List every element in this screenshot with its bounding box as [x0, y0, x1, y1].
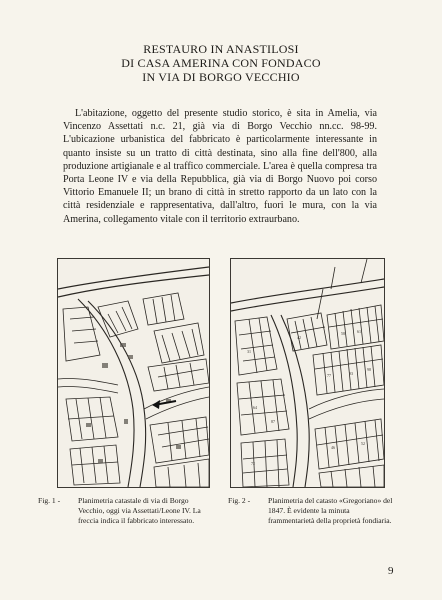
svg-text:52: 52 — [361, 441, 365, 446]
body-paragraph: L'abitazione, oggetto del presente studio storico, è sita in Amelia, via Vincenzo Assettati n.c. 21, già via di Borgo Vecchio nn.cc. 98-99. L'ubicazione urbanistica del fabbricato è particolarmente interessante in quanto insiste su un tratto di città destinata, sino alla fine dell'800, alla produzione artigianale e al traffico commerciale. L'area è quella compresa tra Porta Leone IV e via della Repubblica, già via di Borgo Nuovo poi corso Vittorio Emanuele II; un brano di città in stretto rapporto da un lato con la città residenziale e rappresentativa, dall'altro, fuori le mura, con la via Amerina, collegamento vitale con il territorio extraurbano. — [63, 108, 377, 225]
svg-text:98: 98 — [367, 367, 371, 372]
svg-text:64: 64 — [253, 405, 257, 410]
page-number: 9 — [388, 565, 394, 577]
svg-text:31: 31 — [247, 349, 251, 354]
gregorian-map-drawing — [231, 259, 384, 487]
svg-text:58: 58 — [341, 331, 345, 336]
figure-1-caption-text: Planimetria catastale di via di Borgo Vecchio, oggi via Assettati/Leone IV. La freccia indica il fabbricato interessato. — [78, 496, 201, 525]
figure-2-label: Fig. 2 - — [228, 496, 251, 505]
svg-text:87: 87 — [271, 419, 275, 424]
figure-2-gregorian-map — [230, 258, 385, 488]
figure-1-cadastral-map — [57, 258, 210, 488]
cadastral-map-drawing — [58, 259, 209, 487]
svg-text:46: 46 — [331, 445, 335, 450]
figure-2-caption-text: Planimetria del catasto «Gregoriano» del 1847. È evidente la minuta frammentarietà della proprietà fondiaria. — [268, 496, 393, 525]
title-line-1: RESTAURO IN ANASTILOSI — [143, 42, 299, 56]
figure-1-label: Fig. 1 - — [38, 496, 61, 505]
title-line-3: IN VIA DI BORGO VECCHIO — [142, 70, 300, 84]
svg-text:93: 93 — [349, 371, 353, 376]
title-line-2: DI CASA AMERINA CON FONDACO — [121, 56, 321, 70]
article-title — [0, 42, 442, 84]
body-text — [63, 107, 377, 226]
svg-text:42: 42 — [297, 335, 301, 340]
svg-text:72: 72 — [251, 461, 255, 466]
svg-text:77: 77 — [327, 373, 331, 378]
svg-text:61: 61 — [357, 329, 361, 334]
